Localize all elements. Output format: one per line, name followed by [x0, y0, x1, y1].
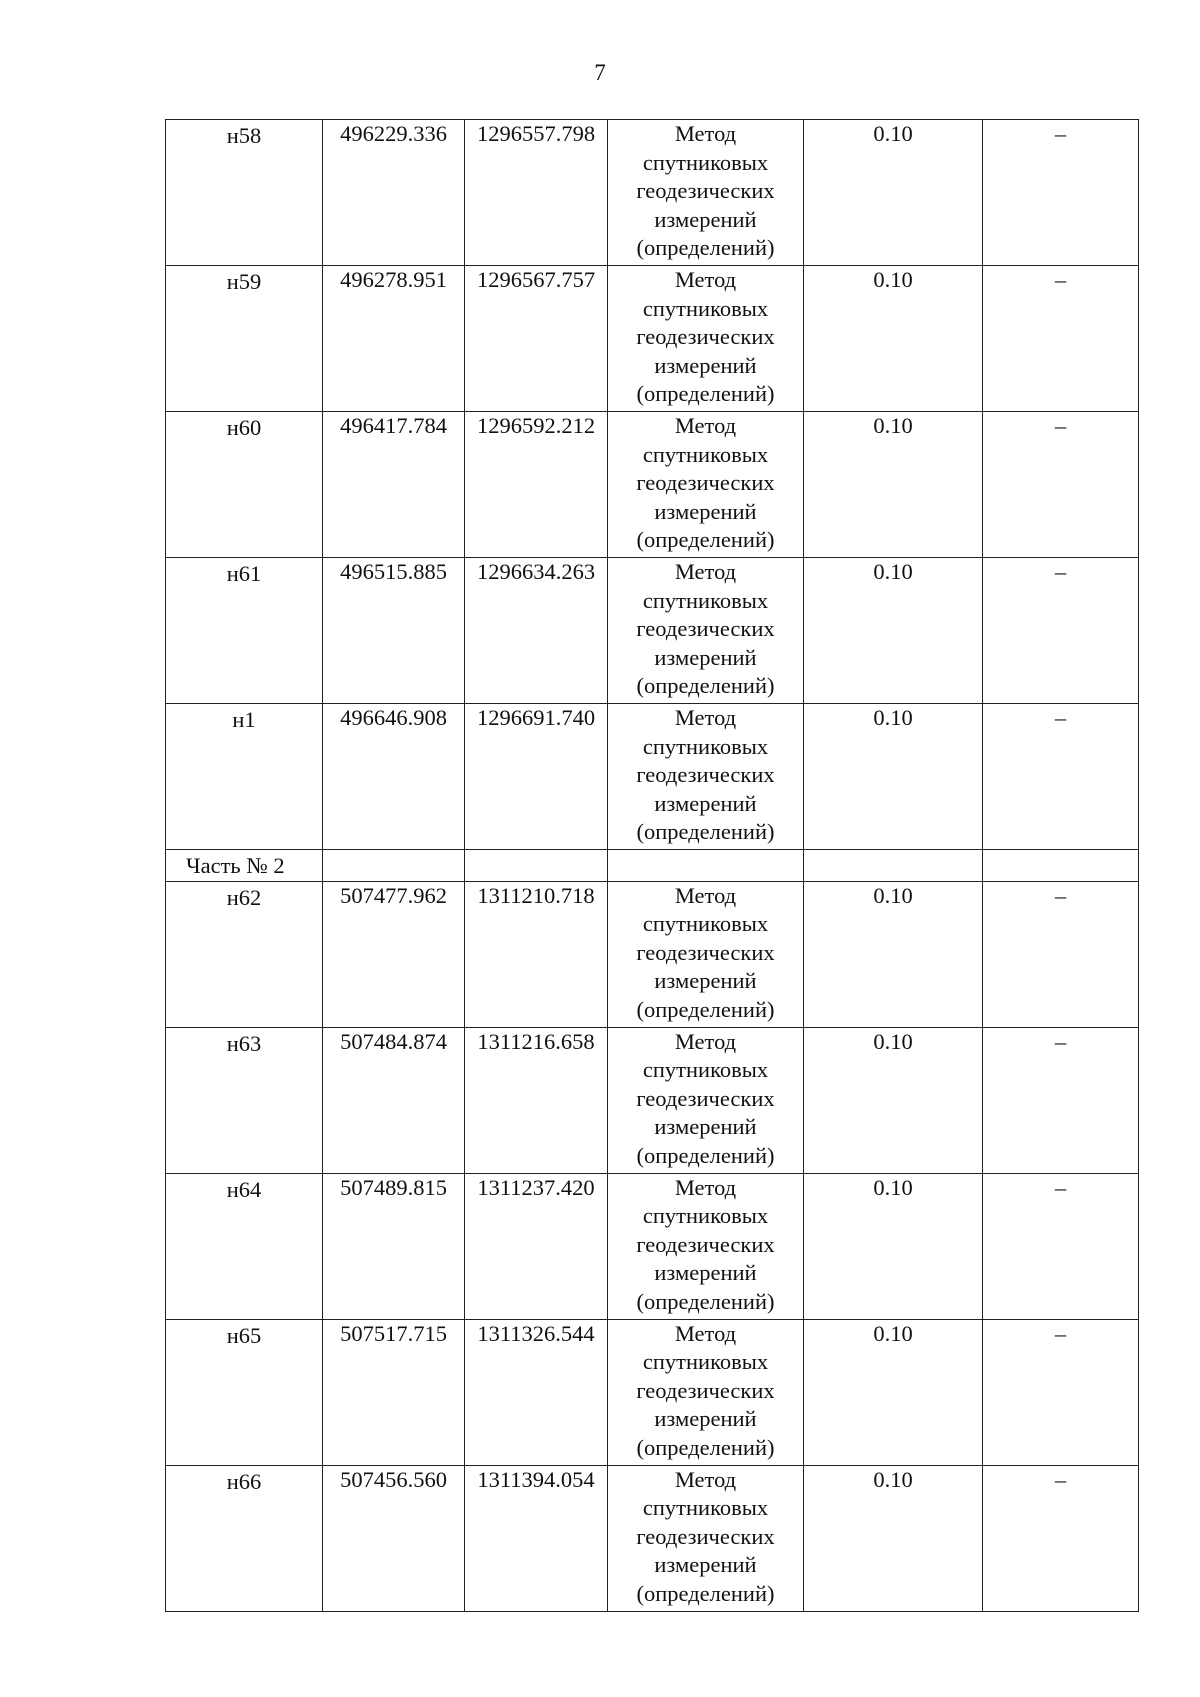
- y-coordinate-cell: 1296592.212: [465, 412, 608, 558]
- y-coordinate-cell: 1311326.544: [465, 1319, 608, 1465]
- method-line: спутниковых: [642, 733, 769, 759]
- point-name-cell: н59: [166, 266, 323, 412]
- method-line: измерений: [654, 352, 757, 378]
- empty-cell: [608, 850, 804, 882]
- y-coordinate-cell: 1311394.054: [465, 1465, 608, 1611]
- y-coordinate-cell: 1311216.658: [465, 1027, 608, 1173]
- method-line: (определений): [636, 996, 775, 1022]
- extra-cell: –: [983, 266, 1139, 412]
- point-name-cell: н62: [166, 881, 323, 1027]
- method-line: измерений: [654, 206, 757, 232]
- extra-cell: –: [983, 412, 1139, 558]
- table-row: [166, 266, 1139, 412]
- method-line: спутниковых: [642, 911, 769, 936]
- empty-cell: [465, 850, 608, 882]
- x-coordinate-cell: 496646.908: [323, 704, 465, 850]
- method-line: (определений): [636, 819, 775, 844]
- x-coordinate-cell: 496417.784: [323, 412, 465, 558]
- accuracy-cell: 0.10: [804, 1319, 983, 1465]
- extra-cell: –: [983, 1173, 1139, 1319]
- method-line: геодезических: [636, 178, 775, 203]
- method-line: геодезических: [636, 616, 775, 641]
- coordinates-table-body: [166, 120, 1139, 1612]
- accuracy-cell: 0.10: [804, 1173, 983, 1319]
- method-line: Метод: [674, 1320, 737, 1346]
- empty-cell: [323, 850, 465, 882]
- method-line: геодезических: [636, 1377, 775, 1403]
- method-line: спутниковых: [642, 1203, 769, 1228]
- point-name-cell: н64: [166, 1173, 323, 1319]
- table-row: [166, 1465, 1139, 1611]
- method-line: (определений): [636, 381, 775, 406]
- method-cell: [608, 1319, 804, 1465]
- point-name-cell: н65: [166, 1319, 323, 1465]
- x-coordinate-cell: 496515.885: [323, 558, 465, 704]
- table-row: [166, 558, 1139, 704]
- method-line: измерений: [654, 498, 757, 524]
- accuracy-cell: 0.10: [804, 1027, 983, 1173]
- y-coordinate-cell: 1311210.718: [465, 881, 608, 1027]
- table-row: [166, 704, 1139, 850]
- method-line: Метод: [674, 267, 737, 292]
- method-cell: [608, 266, 804, 412]
- extra-cell: –: [983, 120, 1139, 266]
- accuracy-cell: 0.10: [804, 120, 983, 266]
- method-line: геодезических: [636, 939, 775, 965]
- part-header-row: [166, 850, 1139, 882]
- method-cell: [608, 1027, 804, 1173]
- method-line: измерений: [654, 1114, 757, 1139]
- method-line: спутниковых: [642, 1349, 769, 1374]
- accuracy-cell: 0.10: [804, 412, 983, 558]
- accuracy-cell: 0.10: [804, 881, 983, 1027]
- method-cell: [608, 120, 804, 266]
- method-line: (определений): [636, 1288, 775, 1314]
- point-name-cell: н66: [166, 1465, 323, 1611]
- table-row: [166, 881, 1139, 1027]
- method-line: измерений: [654, 1260, 757, 1285]
- method-cell: [608, 558, 804, 704]
- extra-cell: –: [983, 704, 1139, 850]
- accuracy-cell: 0.10: [804, 558, 983, 704]
- extra-cell: –: [983, 1319, 1139, 1465]
- method-line: геодезических: [636, 1231, 775, 1257]
- method-line: спутниковых: [642, 587, 769, 613]
- method-line: геодезических: [636, 324, 775, 349]
- table-row: [166, 1027, 1139, 1173]
- part-label: Часть № 2: [166, 850, 323, 882]
- accuracy-cell: 0.10: [804, 1465, 983, 1611]
- y-coordinate-cell: 1296634.263: [465, 558, 608, 704]
- method-line: Метод: [674, 121, 737, 146]
- method-line: спутниковых: [642, 1495, 769, 1520]
- page-number: 7: [594, 60, 606, 85]
- y-coordinate-cell: 1311237.420: [465, 1173, 608, 1319]
- method-line: геодезических: [636, 1523, 775, 1549]
- point-name-cell: н63: [166, 1027, 323, 1173]
- method-line: (определений): [636, 673, 775, 698]
- extra-cell: –: [983, 558, 1139, 704]
- method-line: (определений): [636, 235, 775, 260]
- accuracy-cell: 0.10: [804, 266, 983, 412]
- method-line: (определений): [636, 1142, 775, 1168]
- method-cell: [608, 881, 804, 1027]
- method-line: измерений: [654, 1552, 757, 1577]
- table-row: [166, 1319, 1139, 1465]
- x-coordinate-cell: 507489.815: [323, 1173, 465, 1319]
- method-line: спутниковых: [642, 1057, 769, 1082]
- method-cell: [608, 412, 804, 558]
- x-coordinate-cell: 507484.874: [323, 1027, 465, 1173]
- empty-cell: [983, 850, 1139, 882]
- table-row: [166, 1173, 1139, 1319]
- point-name-cell: н1: [166, 704, 323, 850]
- method-line: Метод: [674, 705, 737, 730]
- method-line: геодезических: [636, 470, 775, 495]
- x-coordinate-cell: 507456.560: [323, 1465, 465, 1611]
- method-cell: [608, 1465, 804, 1611]
- method-line: геодезических: [636, 762, 775, 787]
- extra-cell: –: [983, 881, 1139, 1027]
- method-line: измерений: [654, 644, 757, 670]
- method-line: Метод: [674, 882, 737, 908]
- method-line: измерений: [654, 790, 757, 816]
- point-name-cell: н61: [166, 558, 323, 704]
- method-line: Метод: [674, 1174, 737, 1200]
- point-name-cell: н60: [166, 412, 323, 558]
- table-row: [166, 120, 1139, 266]
- y-coordinate-cell: 1296691.740: [465, 704, 608, 850]
- method-line: измерений: [654, 968, 757, 993]
- method-line: Метод: [674, 559, 737, 584]
- method-line: Метод: [674, 1028, 737, 1054]
- method-cell: [608, 1173, 804, 1319]
- x-coordinate-cell: 496278.951: [323, 266, 465, 412]
- point-name-cell: н58: [166, 120, 323, 266]
- method-line: Метод: [674, 1466, 737, 1492]
- method-line: геодезических: [636, 1085, 775, 1111]
- method-line: спутниковых: [642, 149, 769, 175]
- accuracy-cell: 0.10: [804, 704, 983, 850]
- y-coordinate-cell: 1296557.798: [465, 120, 608, 266]
- method-line: спутниковых: [642, 441, 769, 467]
- coordinates-table: [165, 119, 1139, 1612]
- method-line: измерений: [654, 1406, 757, 1431]
- x-coordinate-cell: 507517.715: [323, 1319, 465, 1465]
- method-line: (определений): [636, 527, 775, 552]
- method-line: (определений): [636, 1580, 775, 1606]
- empty-cell: [804, 850, 983, 882]
- method-cell: [608, 704, 804, 850]
- x-coordinate-cell: 507477.962: [323, 881, 465, 1027]
- extra-cell: –: [983, 1465, 1139, 1611]
- method-line: спутниковых: [642, 295, 769, 321]
- method-line: (определений): [636, 1434, 775, 1460]
- table-row: [166, 412, 1139, 558]
- extra-cell: –: [983, 1027, 1139, 1173]
- method-line: Метод: [674, 413, 737, 438]
- x-coordinate-cell: 496229.336: [323, 120, 465, 266]
- y-coordinate-cell: 1296567.757: [465, 266, 608, 412]
